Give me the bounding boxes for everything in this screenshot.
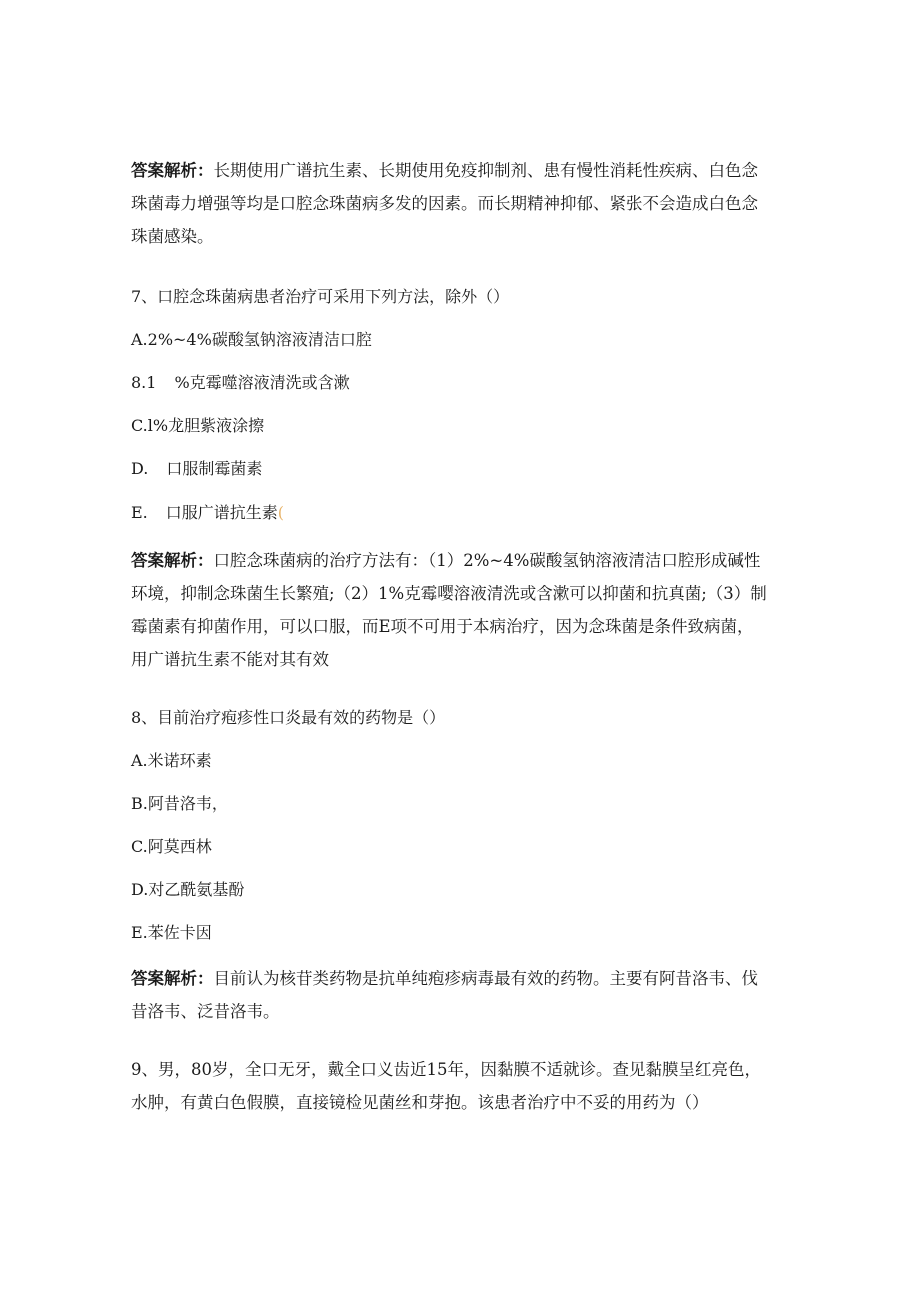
option-text: %克霉噬溶液清洗或含漱 bbox=[174, 373, 350, 392]
question-text: 水肿，有黄白色假膜，直接镜检见菌丝和芽抱。该患者治疗中不妥的用药为（） bbox=[131, 1093, 709, 1112]
question-text: 9、男，80岁，全口无牙，戴全口义齿近15年，因黏膜不适就诊。查见黏膜呈红亮色， bbox=[131, 1060, 761, 1079]
analysis-text: 口腔念珠菌病的治疗方法有：（1）2%~4%碳酸氢钠溶液清洁口腔形成碱性 bbox=[213, 551, 761, 570]
q8-option-b: B.阿昔洛韦， bbox=[131, 794, 228, 813]
analysis-label: 答案解析： bbox=[131, 551, 214, 570]
stray-mark: ( bbox=[277, 503, 285, 522]
analysis-text: 珠菌毒力增强等均是口腔念珠菌病多发的因素。而长期精神抑郁、紧张不会造成白色念 bbox=[131, 194, 758, 213]
question-8-stem: 8、目前治疗疱疹性口炎最有效的药物是（） bbox=[131, 708, 446, 727]
question-7-stem: 7、口腔念珠菌病患者治疗可采用下列方法，除外（） bbox=[131, 287, 510, 306]
option-text: 口服制霉菌素 bbox=[166, 459, 263, 478]
analysis-label: 答案解析： bbox=[131, 969, 214, 988]
analysis-text: 昔洛韦、泛昔洛韦。 bbox=[131, 1002, 280, 1021]
q8-option-e: E.苯佐卡因 bbox=[131, 923, 212, 942]
analysis-q7 bbox=[131, 544, 791, 676]
q7-option-b bbox=[131, 372, 350, 394]
q7-option-d bbox=[131, 458, 262, 480]
analysis-q8 bbox=[131, 962, 791, 1028]
analysis-text: 目前认为核苷类药物是抗单纯疱疹病毒最有效的药物。主要有阿昔洛韦、伐 bbox=[213, 969, 758, 988]
analysis-text: 珠菌感染。 bbox=[131, 227, 214, 246]
analysis-label: 答案解析： bbox=[131, 161, 214, 180]
q8-option-a: A.米诺环素 bbox=[131, 751, 212, 770]
option-prefix: 8.1 bbox=[131, 373, 157, 392]
q7-option-a: A.2%~4%碳酸氢钠溶液清洁口腔 bbox=[131, 330, 372, 349]
q7-option-c: C.l%龙胆紫液涂擦 bbox=[131, 416, 265, 435]
option-prefix: D. bbox=[131, 459, 149, 478]
q8-option-d: D.对乙酰氨基酚 bbox=[131, 880, 245, 899]
analysis-q6 bbox=[131, 154, 791, 253]
q8-option-c: C.阿莫西林 bbox=[131, 837, 212, 856]
analysis-text: 用广谱抗生素不能对其有效 bbox=[131, 650, 329, 669]
option-text: 口服广谱抗生素 bbox=[165, 503, 278, 522]
option-prefix: E. bbox=[131, 503, 148, 522]
question-9-stem bbox=[131, 1053, 791, 1119]
analysis-text: 环境，抑制念珠菌生长繁殖;（2）1%克霉嘤溶液清洗或含漱可以抑菌和抗真菌;（3）制 bbox=[131, 584, 767, 603]
analysis-text: 霉菌素有抑菌作用，可以口服，而E项不可用于本病治疗，因为念珠菌是条件致病菌， bbox=[131, 617, 754, 636]
analysis-text: 长期使用广谱抗生素、长期使用免疫抑制剂、患有慢性消耗性疾病、白色念 bbox=[213, 161, 758, 180]
q7-option-e bbox=[131, 502, 284, 524]
